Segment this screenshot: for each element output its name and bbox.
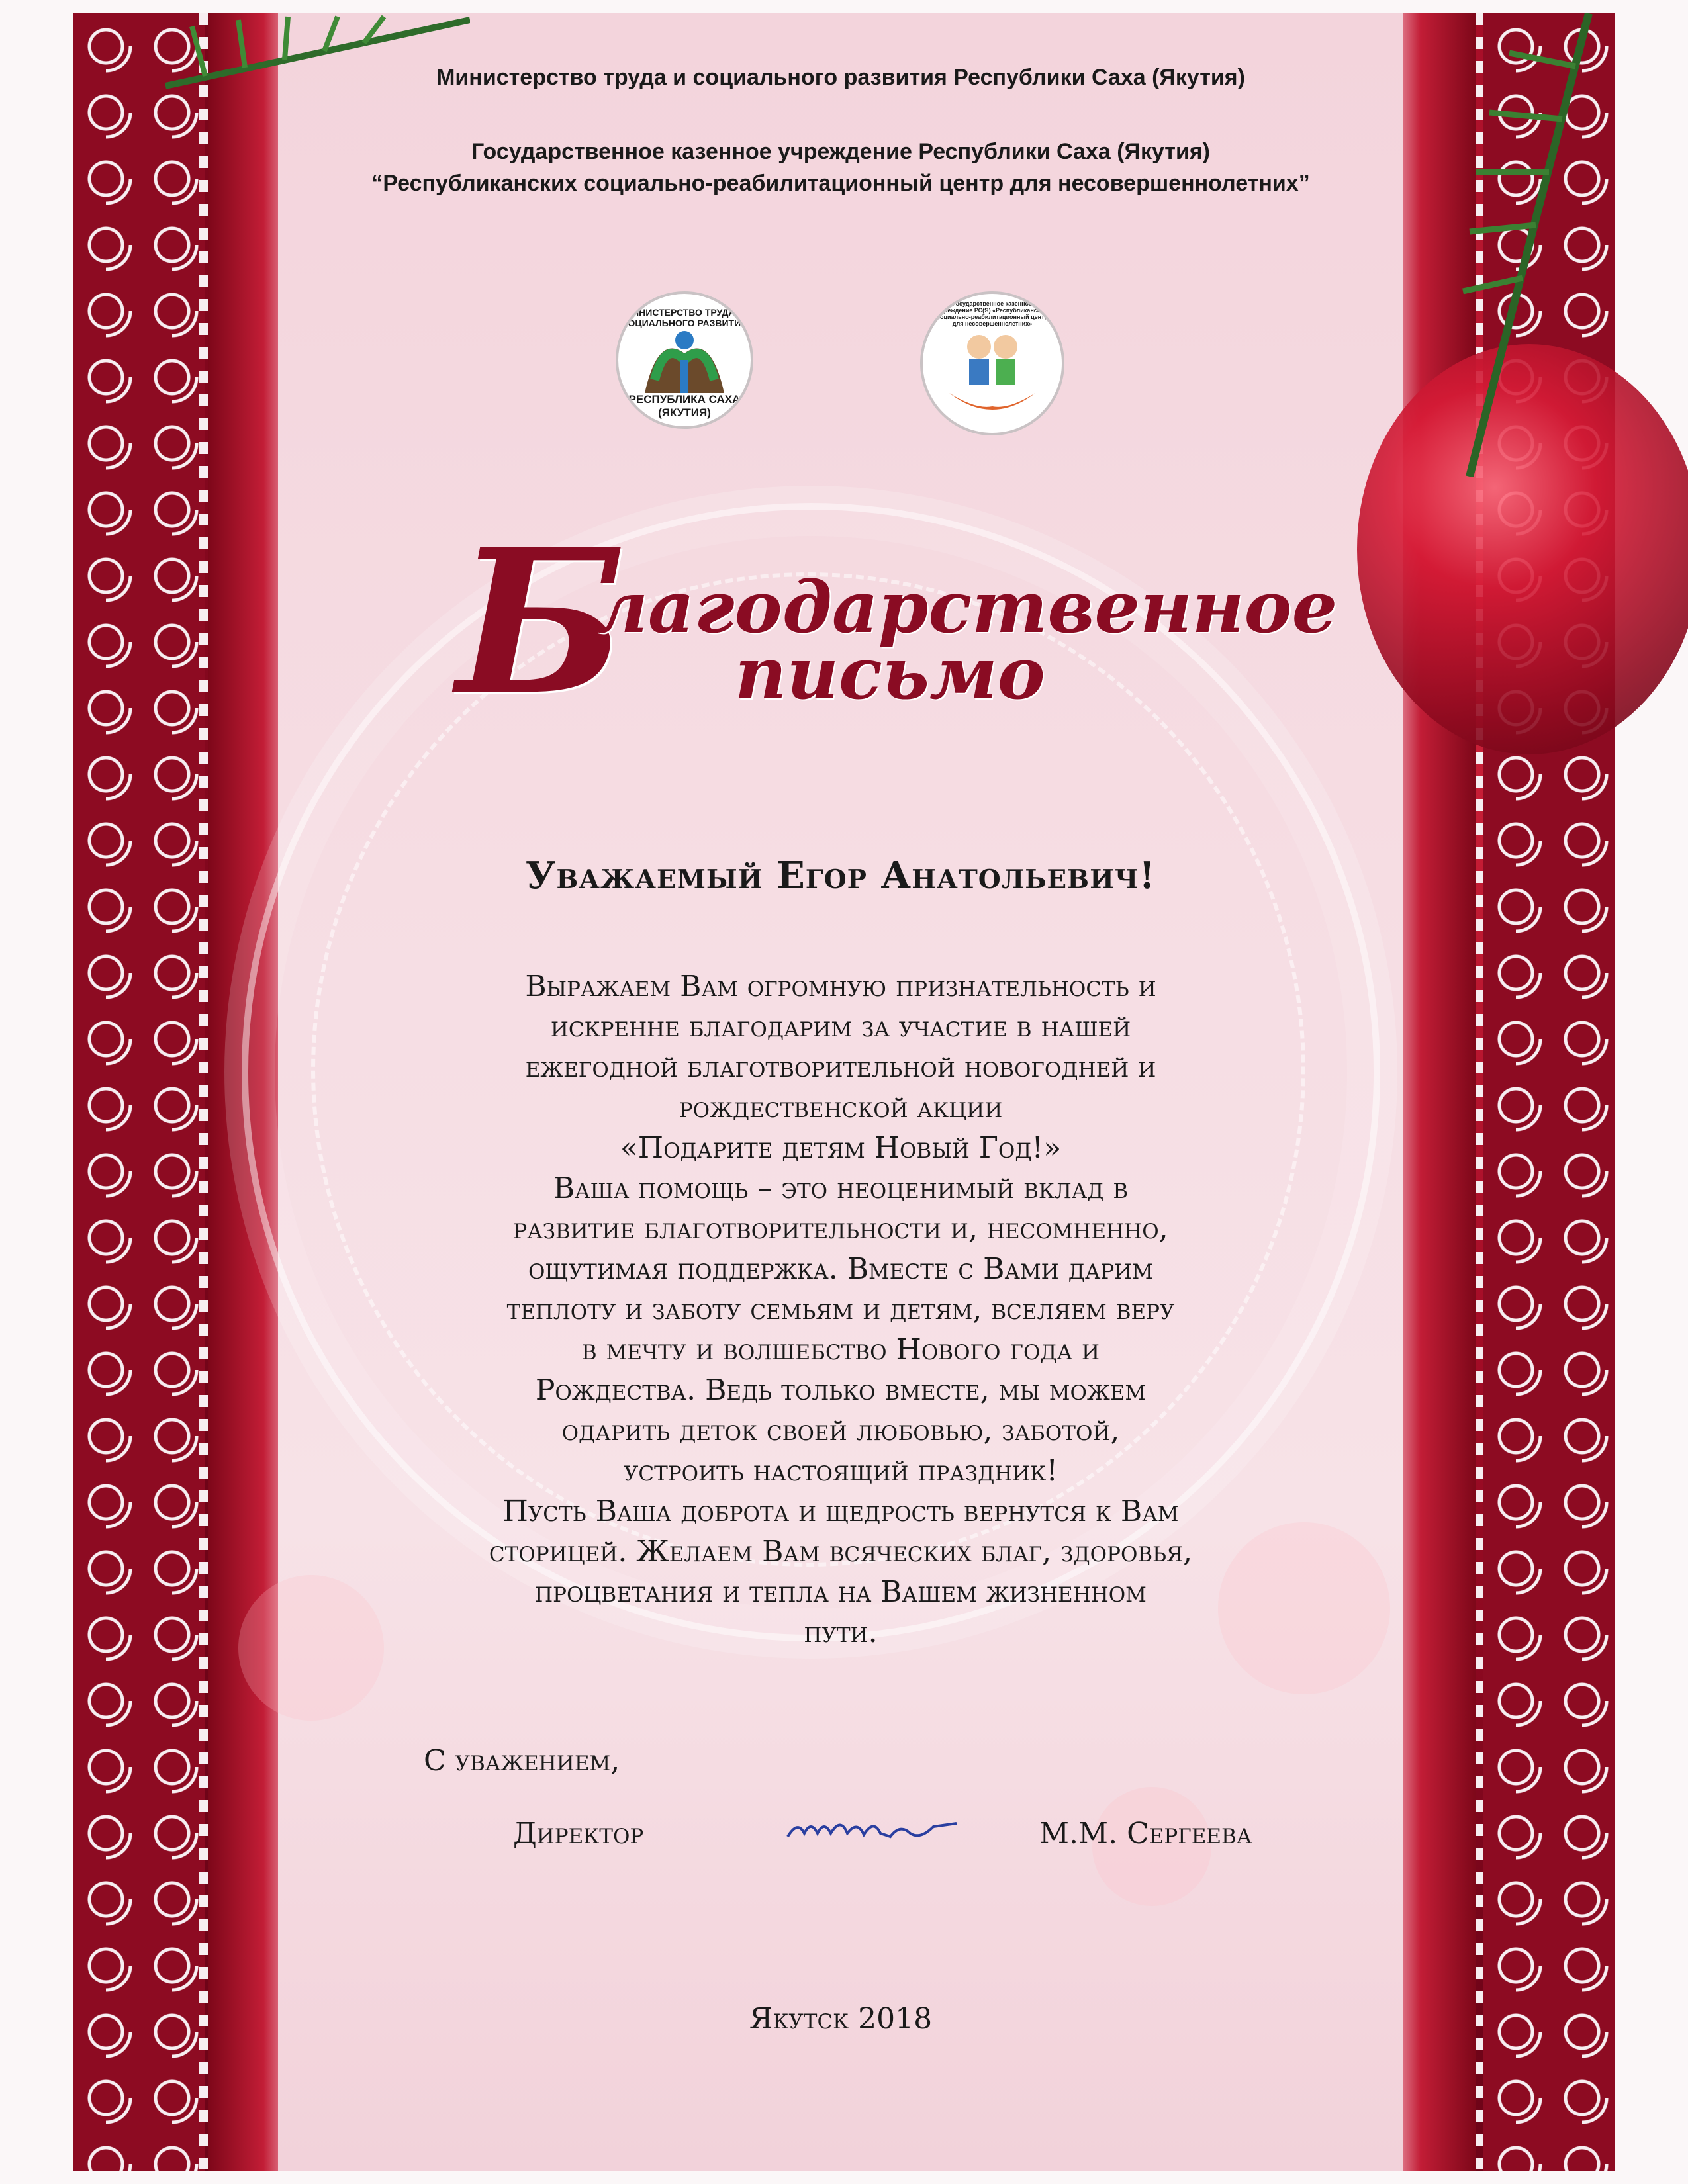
body-line: ощутимая поддержка. Вместе с Вами дарим xyxy=(528,1252,1154,1286)
salutation: Уважаемый Егор Анатольевич! xyxy=(525,854,1156,897)
body-line: развитие благотворительности и, несомненно, xyxy=(513,1212,1168,1246)
body-line: в мечту и волшебство Нового года и xyxy=(581,1333,1100,1367)
institution-line-1: Государственное казенное учреждение Республики Саха (Якутия) xyxy=(471,139,1211,164)
body-line: пути. xyxy=(804,1615,878,1649)
ministry-logo-line-1: РЕСПУБЛИКА САХА xyxy=(628,393,741,406)
pine-branch-right xyxy=(1377,13,1602,477)
city-year: Якутск 2018 xyxy=(749,2002,933,2036)
left-lace-border xyxy=(73,13,205,2171)
body-line: Пусть Ваша доброта и щедрость вернутся к Вам xyxy=(502,1494,1179,1528)
body-line: одарить деток своей любовью, заботой, xyxy=(561,1414,1120,1447)
director-name: М.М. Сергеева xyxy=(1039,1817,1252,1850)
title-initial: Б xyxy=(457,505,627,739)
body-line: ежегодной благотворительной новогодней и xyxy=(525,1050,1156,1084)
bokeh-light xyxy=(238,1575,384,1721)
left-lace-edge xyxy=(199,13,208,2171)
director-signature xyxy=(781,1800,966,1853)
ministry-logo-line-2: (ЯКУТИЯ) xyxy=(658,406,711,419)
ministry-logo xyxy=(616,291,753,429)
body-line: Выражаем Вам огромную признательность и xyxy=(525,970,1156,1003)
institution-line-2: “Республиканских социально-реабилитационный центр для несовершеннолетних” xyxy=(371,171,1310,196)
center-logo xyxy=(920,291,1064,435)
body-line: процветания и тепла на Вашем жизненном xyxy=(535,1575,1147,1609)
ministry-header: Министерство труда и социального развития Республики Саха (Якутия) xyxy=(436,65,1245,90)
body-line: теплоту и заботу семьям и детям, вселяем веру xyxy=(506,1293,1175,1326)
ministry-logo-arc: МИНИСТЕРСТВО ТРУДА И СОЦИАЛЬНОГО РАЗВИТИЯ xyxy=(621,307,748,328)
title-line-2: письмо xyxy=(735,632,1045,715)
body-line: искренне благодарим за участие в нашей xyxy=(550,1010,1131,1044)
body-line: «Подарите детям Новый Год!» xyxy=(620,1131,1062,1165)
body-line: сторицей. Желаем Вам всяческих благ, здоровья, xyxy=(489,1535,1193,1569)
closing-regards: С уважением, xyxy=(424,1744,620,1778)
body-line: Рождества. Ведь только вместе, мы можем xyxy=(535,1373,1147,1407)
body-line: устроить настоящий праздник! xyxy=(623,1454,1058,1488)
letter-body xyxy=(371,966,1311,1653)
center-logo-arc: Государственное казенное учреждение РС(Я) «Республиканский социально-реабилитационный центр для несовершеннолетних» xyxy=(936,300,1049,327)
body-line: рождественской акции xyxy=(679,1091,1003,1124)
director-position: Директор xyxy=(513,1817,644,1850)
body-line: Ваша помощь – это неоценимый вклад в xyxy=(553,1171,1129,1205)
title-line-1: лагодарственное xyxy=(596,566,1338,649)
